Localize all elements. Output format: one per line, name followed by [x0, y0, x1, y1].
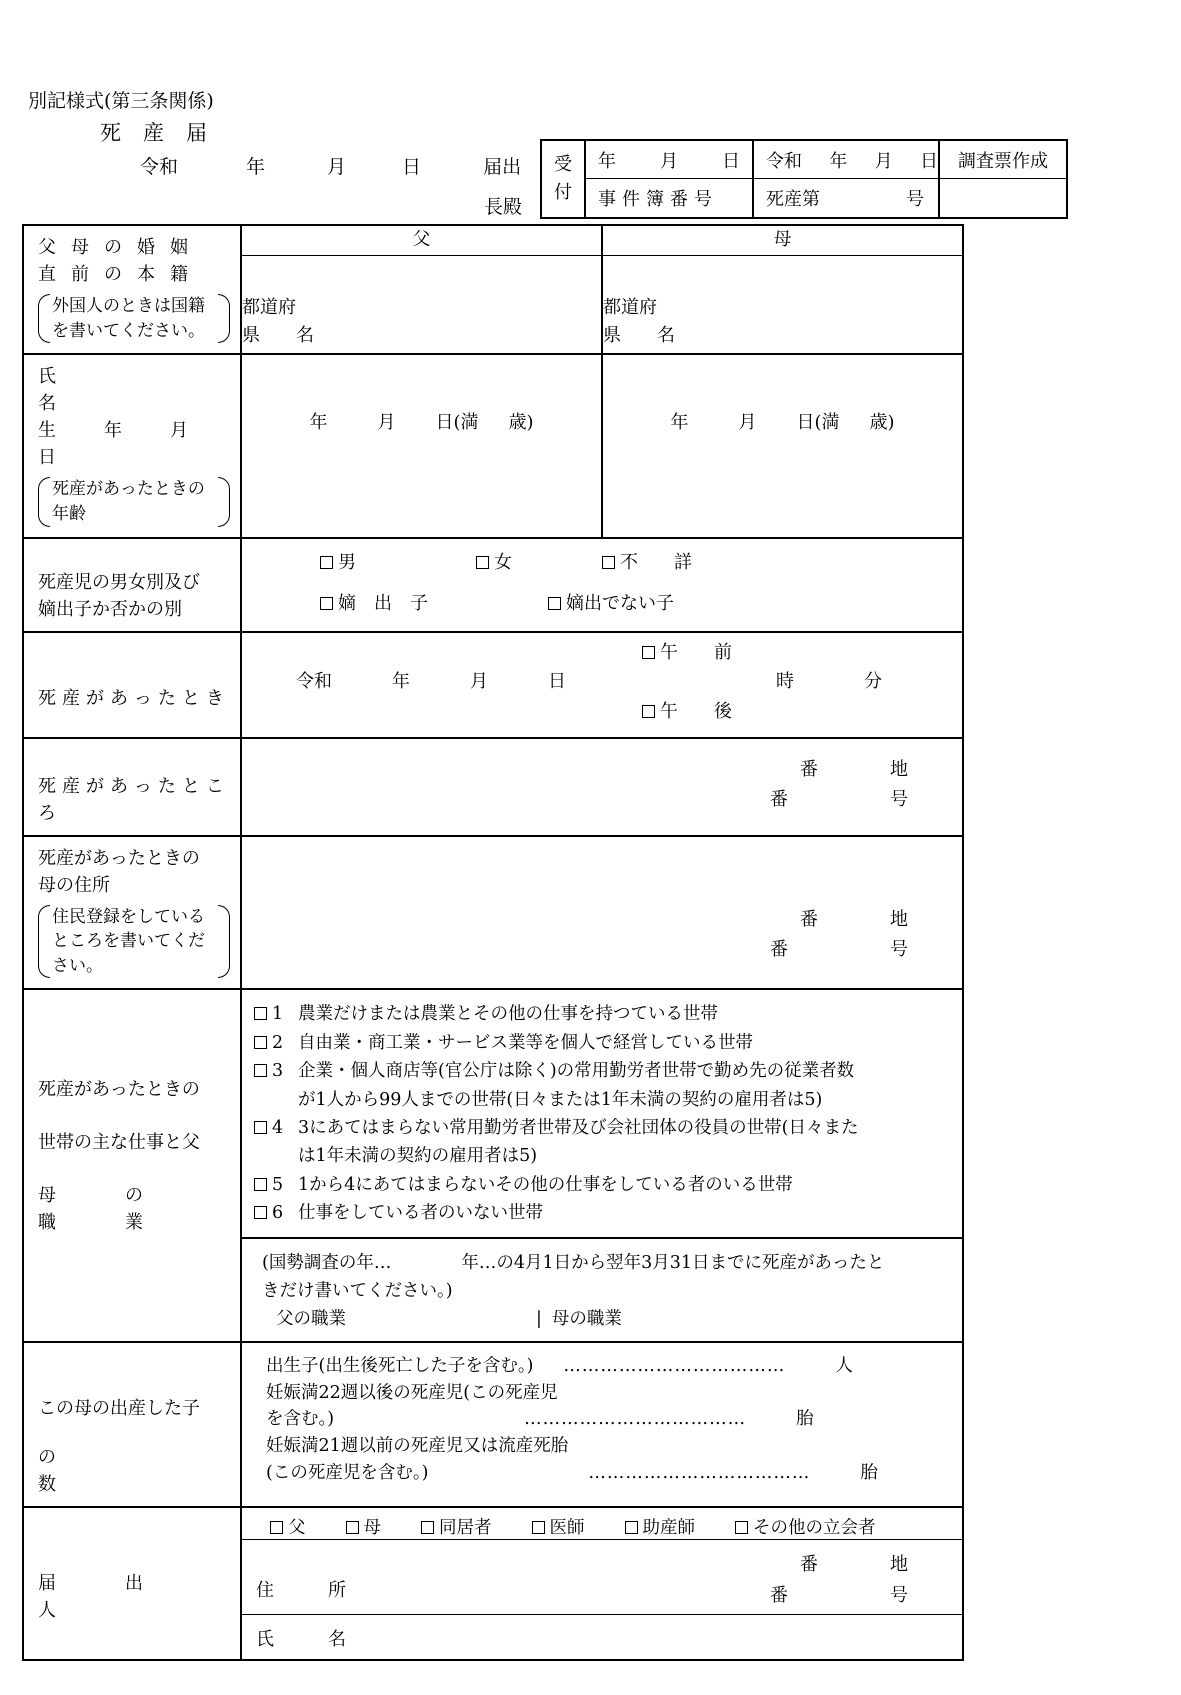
count-line-sb22-b[interactable]: [266, 1406, 950, 1433]
receipt-year: 年: [598, 150, 616, 172]
when-hour: 時: [776, 671, 794, 693]
mother-address-note-line1: 住民登録をしている: [52, 906, 205, 927]
survey-label: 調査票作成: [940, 141, 1066, 179]
when-month: 月: [470, 671, 488, 693]
occupation-options: [241, 989, 963, 1238]
occ-text: 1から4にあてはまらないその他の仕事をしている者のいる世帯: [298, 1174, 793, 1195]
notifier-name-label: 氏 名: [256, 1629, 352, 1651]
notifier-banchi: 番 地: [800, 1554, 920, 1576]
sex-legit-field: [241, 538, 963, 632]
checkbox-icon: [254, 1007, 267, 1020]
reiwa-month: 月: [874, 150, 893, 172]
shisan-number-row[interactable]: [754, 179, 938, 217]
occupation-option-4-cont: は1年未満の契約の雇用者は5): [298, 1146, 538, 1167]
when-field: [241, 632, 963, 738]
receipt-char-2: 付: [554, 182, 572, 203]
where-label-cell: [23, 738, 241, 836]
count-line-births[interactable]: [266, 1353, 950, 1380]
notifier-address-label: 住 所: [256, 1580, 352, 1602]
era-label: 令和: [140, 156, 179, 178]
occ-number: 5: [272, 1174, 284, 1195]
column-header-mother: 母: [602, 225, 963, 255]
checkbox-notifier-father[interactable]: [270, 1518, 306, 1538]
count-line-sb21-a: 妊娠満21週以前の死産児又は流産死胎: [266, 1436, 569, 1457]
reiwa-day: 日: [919, 150, 938, 172]
checkbox-icon: [254, 1121, 267, 1134]
occ-text: 農業だけまたは農業とその他の仕事を持つている世帯: [298, 1004, 718, 1025]
count-line-sb22-a: 妊娠満22週以後の死産児(この死産児: [266, 1382, 558, 1403]
reiwa-date-column: [754, 141, 940, 217]
occ-no-2: [254, 1029, 298, 1057]
children-count-label-line1: この母の出産した子: [38, 1398, 200, 1420]
occupation-option-6[interactable]: [254, 1199, 950, 1227]
age-note: [38, 475, 230, 528]
births-unit: 人: [835, 1356, 853, 1377]
checkbox-icon: [476, 556, 489, 569]
sb22-unit: 胎: [796, 1409, 814, 1430]
table-row-name-birth: [23, 354, 963, 537]
occ-text: 企業・個人商店等(官公庁は除く)の常用勤労者世帯で勤め先の従業者数: [298, 1061, 855, 1082]
occ-number: 2: [272, 1032, 284, 1053]
receipt-date-row[interactable]: [586, 141, 752, 179]
age-note-line1: 死産があったときの: [52, 479, 205, 500]
checkbox-pm[interactable]: [642, 701, 732, 722]
honseki-note-line2: を書いてください。: [52, 320, 205, 341]
label-pm: 午 後: [660, 701, 732, 723]
receipt-stamp-label: [542, 141, 586, 217]
children-count-label-line2: の 数: [38, 1447, 302, 1496]
census-note-line3: きだけ書いてください。): [262, 1281, 453, 1302]
label-female: 女: [494, 551, 512, 573]
notifier-label-cell: [23, 1507, 241, 1660]
receipt-box: [540, 139, 1068, 219]
when-era: 令和: [296, 671, 332, 693]
checkbox-illegitimate[interactable]: [548, 593, 674, 614]
notifier-label: 届 出 人: [38, 1573, 212, 1622]
label-notifier-father: 父: [288, 1518, 306, 1539]
case-number-row[interactable]: [586, 179, 752, 217]
where-label: 死産があったところ: [38, 775, 230, 824]
notifier-name-field[interactable]: [241, 1615, 963, 1661]
census-note-line2: 年…の4月1日から翌年3月31日までに死産があったと: [461, 1253, 885, 1274]
checkbox-icon: [320, 556, 333, 569]
mother-job-label[interactable]: 母の職業: [551, 1309, 622, 1330]
checkbox-female[interactable]: [476, 552, 512, 573]
month-unit: 月: [327, 156, 347, 178]
sex-legit-label-line2: 嫡出子か否かの別: [38, 598, 182, 620]
where-bangou: 番 号: [770, 789, 920, 811]
reiwa-date-row[interactable]: [754, 141, 938, 179]
when-label-cell: [23, 632, 241, 738]
occupation-label-line1: 死産があったときの: [38, 1079, 200, 1101]
table-row-sex-legitimacy: [23, 538, 963, 632]
father-age-sai: 歳): [508, 412, 534, 434]
occupation-label-line2: 世帯の主な仕事と父: [38, 1132, 200, 1154]
occ-no-5: [254, 1171, 298, 1199]
where-banchi: 番 地: [800, 758, 920, 780]
mother-address-banchi: 番 地: [800, 908, 920, 930]
survey-value-cell[interactable]: [940, 179, 1066, 217]
mother-address-bangou: 番 号: [770, 939, 920, 961]
occ-number: 4: [272, 1117, 284, 1138]
father-age-year: 年: [309, 412, 328, 434]
census-note-line1-wrap: [262, 1249, 950, 1277]
table-row-notifier-checks: [23, 1507, 963, 1540]
when-minute: 分: [864, 671, 882, 693]
births-dots: ………………………………: [563, 1356, 786, 1377]
occupation-label-line3: 母 の 職 業: [38, 1185, 212, 1234]
mother-address-field[interactable]: [241, 836, 963, 990]
label-notifier-midwife: 助産師: [642, 1518, 695, 1539]
main-form-table: [22, 224, 964, 1661]
honseki-label-cell: [23, 225, 241, 354]
occupation-list: [242, 990, 962, 1237]
occ-text: 3にあてはまらない常用勤労者世帯及び会社団体の役員の世帯(日々また: [298, 1117, 859, 1138]
census-note-line1: (国勢調査の年…: [262, 1253, 392, 1274]
mother-address-label-cell: [23, 836, 241, 990]
honseki-note-line1: 外国人のときは国籍: [52, 296, 205, 316]
honseki-mother-field[interactable]: [602, 255, 963, 354]
reiwa-label: 令和: [766, 150, 802, 172]
checkbox-legitimate[interactable]: [320, 593, 428, 614]
age-note-line2: 年齢: [52, 503, 86, 524]
when-year: 年: [392, 671, 410, 693]
birth-label: 生 年 月 日: [38, 420, 236, 469]
day-unit: 日: [402, 156, 422, 178]
checkbox-icon: [346, 1521, 359, 1534]
occ-no-6: [254, 1199, 298, 1227]
page-title: 死産届: [100, 121, 229, 145]
label-unknown: 不 詳: [620, 551, 692, 573]
mother-todofuken-line2: 県 名: [603, 324, 675, 346]
checkbox-notifier-other[interactable]: [735, 1518, 876, 1538]
father-todofuken-line2: 県 名: [242, 324, 314, 346]
occupation-option-3[interactable]: [254, 1057, 950, 1085]
honseki-note: [38, 292, 230, 345]
notifier-address-field[interactable]: [241, 1540, 963, 1615]
occ-no-1: [254, 1000, 298, 1028]
checkbox-icon: [254, 1178, 267, 1191]
mother-todofuken-line1: 都道府: [603, 296, 657, 318]
occupation-option-5[interactable]: [254, 1171, 950, 1199]
receipt-month: 月: [660, 150, 678, 172]
occupation-option-2[interactable]: [254, 1029, 950, 1057]
submit-label: 届出: [483, 156, 522, 178]
where-field[interactable]: [241, 738, 963, 836]
honseki-label-line2: 直前の本籍: [38, 264, 203, 285]
label-illegitimate: 嫡出でない子: [566, 593, 674, 615]
occupation-label-cell: [23, 989, 241, 1342]
sex-legit-label-line1: 死産児の男女別及び: [38, 571, 200, 593]
checkbox-icon: [254, 1036, 267, 1049]
father-age-month: 月: [377, 412, 396, 434]
children-count-field: [241, 1342, 963, 1507]
label-notifier-mother: 母: [363, 1518, 381, 1539]
label-notifier-doctor: 医師: [549, 1518, 585, 1539]
checkbox-icon: [254, 1206, 267, 1219]
honseki-label-line1: 父母の婚姻: [38, 237, 203, 258]
checkbox-icon: [320, 597, 333, 610]
name-birth-mother-field[interactable]: [602, 354, 963, 537]
form-kind-label: 別記様式(第三条関係): [28, 90, 214, 112]
checkbox-notifier-cohabitant[interactable]: [421, 1518, 492, 1538]
mother-age-sai: 歳): [869, 412, 895, 434]
checkbox-icon: [735, 1521, 748, 1534]
notifier-bangou: 番 号: [770, 1584, 920, 1606]
sb22-label-b: を含む。): [266, 1409, 335, 1430]
checkbox-am[interactable]: [642, 642, 732, 663]
checkbox-icon: [254, 1064, 267, 1077]
father-job-label[interactable]: 父の職業: [276, 1309, 346, 1330]
checkbox-icon: [642, 705, 655, 718]
mother-address-note-line2: ところを書いてくだ: [52, 931, 205, 952]
job-fields-row: [262, 1305, 950, 1333]
occupation-option-1[interactable]: [254, 1000, 950, 1028]
sex-legit-label-cell: [23, 538, 241, 632]
occ-text: 自由業・商工業・サービス業等を個人で経営している世帯: [298, 1032, 753, 1053]
sb21-label-b: (この死産児を含む。): [266, 1462, 429, 1483]
column-header-father: 父: [241, 225, 602, 255]
label-am: 午 前: [660, 641, 732, 663]
receipt-char-1: 受: [554, 154, 572, 176]
when-label: 死産があったとき: [38, 687, 230, 709]
table-row-when: [23, 632, 963, 738]
checkbox-icon: [532, 1521, 545, 1534]
mother-address-label-line1: 死産があったときの: [38, 847, 200, 869]
table-row-honseki: [23, 225, 963, 255]
checkbox-icon: [270, 1521, 283, 1534]
honseki-father-field[interactable]: [241, 255, 602, 354]
mother-age-month: 月: [738, 412, 757, 434]
table-row-children-count: [23, 1342, 963, 1507]
checkbox-icon: [548, 597, 561, 610]
occupation-option-4[interactable]: [254, 1114, 950, 1142]
notifier-checkboxes: [241, 1507, 963, 1540]
shisan-label: 死産第: [766, 189, 820, 210]
occ-number: 3: [272, 1061, 284, 1082]
sb21-dots: ………………………………: [588, 1462, 811, 1483]
checkbox-icon: [642, 646, 655, 659]
case-number-label: 事件簿番号: [598, 189, 718, 210]
label-male: 男: [338, 551, 356, 573]
father-age-day: 日(満: [435, 412, 479, 434]
father-todofuken-line1: 都道府: [242, 296, 296, 318]
mother-age-year: 年: [670, 412, 689, 434]
checkbox-notifier-doctor[interactable]: [532, 1518, 585, 1538]
checkbox-notifier-mother[interactable]: [346, 1518, 382, 1538]
receipt-date-column: [586, 141, 754, 217]
checkbox-male[interactable]: [320, 552, 356, 573]
label-notifier-cohabitant: 同居者: [439, 1518, 492, 1539]
occ-no-4: [254, 1114, 298, 1142]
survey-column: [940, 141, 1066, 217]
checkbox-icon: [421, 1521, 434, 1534]
addressee-label: 長殿: [484, 196, 523, 218]
table-row-where: [23, 738, 963, 836]
checkbox-icon: [602, 556, 615, 569]
sb22-dots: ………………………………: [524, 1409, 747, 1430]
census-note-cell: [241, 1238, 963, 1342]
name-label: 氏 名: [38, 366, 269, 415]
table-row-occupation: [23, 989, 963, 1238]
checkbox-unknown[interactable]: [602, 552, 692, 573]
name-birth-father-field[interactable]: [241, 354, 602, 537]
year-unit: 年: [246, 156, 266, 178]
receipt-day: 日: [722, 150, 740, 172]
checkbox-icon: [625, 1521, 638, 1534]
job-divider: |: [536, 1309, 542, 1330]
when-day: 日: [548, 671, 566, 693]
births-label: 出生子(出生後死亡した子を含む。): [266, 1356, 534, 1377]
occ-number: 1: [272, 1004, 284, 1025]
name-birth-label-cell: [23, 354, 269, 537]
occ-no-3: [254, 1057, 298, 1085]
occ-number: 6: [272, 1202, 284, 1223]
sb21-unit: 胎: [860, 1462, 878, 1483]
reiwa-year: 年: [829, 150, 848, 172]
mother-address-note: [38, 903, 230, 981]
shisan-go: 号: [906, 189, 924, 210]
label-notifier-other: その他の立会者: [753, 1518, 876, 1539]
mother-address-label-line2: 母の住所: [38, 874, 110, 896]
occ-text: 仕事をしている者のいない世帯: [298, 1202, 543, 1223]
table-row-mother-address: [23, 836, 963, 990]
label-legitimate: 嫡 出 子: [338, 593, 428, 615]
occupation-option-3-cont: が1人から99人までの世帯(日々または1年未満の契約の雇用者は5): [298, 1089, 823, 1110]
submission-date-line: [140, 152, 521, 179]
mother-address-note-line3: さい。: [52, 955, 103, 976]
checkbox-notifier-midwife[interactable]: [625, 1518, 696, 1538]
count-line-sb21-b[interactable]: [266, 1460, 950, 1487]
mother-age-day: 日(満: [796, 412, 840, 434]
